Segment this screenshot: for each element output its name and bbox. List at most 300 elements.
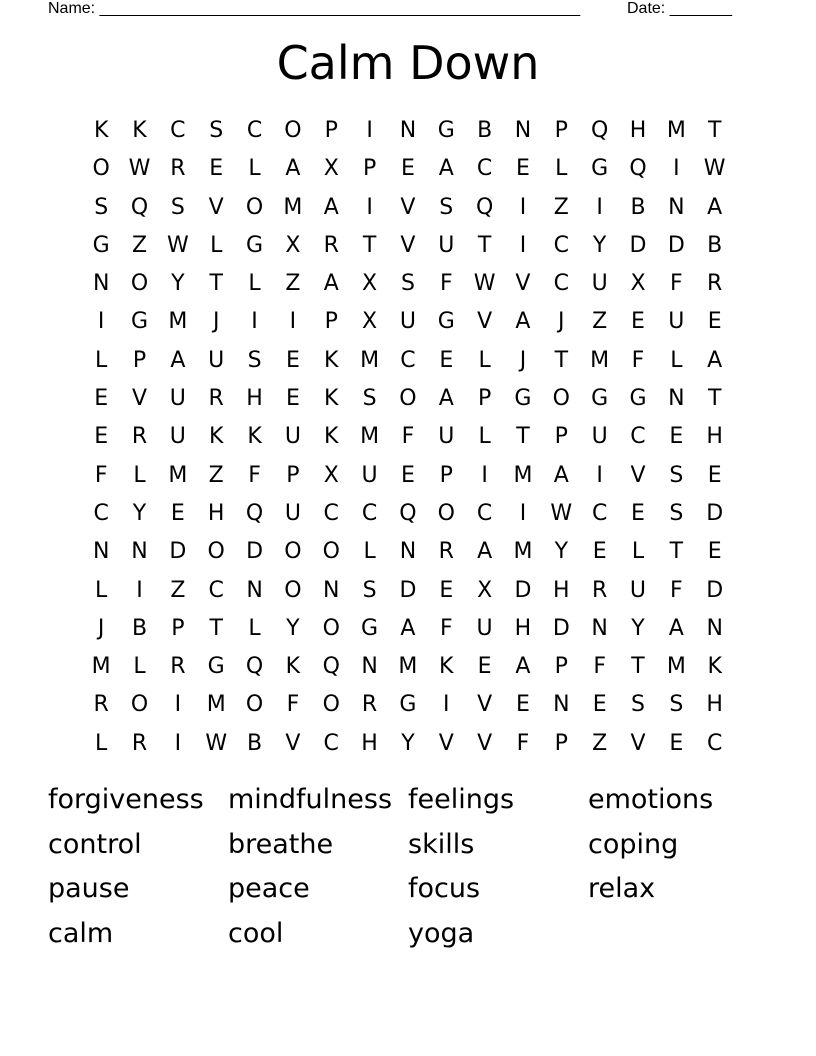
grid-letter: Q <box>322 654 340 680</box>
grid-letter: V <box>285 730 301 756</box>
grid-letter: G <box>437 118 455 143</box>
grid-letter: M <box>168 462 188 488</box>
grid-letter: A <box>515 654 531 680</box>
grid-letter: L <box>210 232 223 258</box>
grid-letter: U <box>629 577 647 603</box>
grid-letter: G <box>591 156 609 182</box>
grid-letter: H <box>361 730 378 756</box>
word-bank-item: forgiveness <box>48 784 204 815</box>
grid-letter: Q <box>399 500 417 526</box>
grid-letter: F <box>670 577 683 603</box>
grid-letter: Q <box>130 194 149 220</box>
grid-letter: H <box>246 386 263 412</box>
grid-letter: L <box>248 271 261 297</box>
grid-letter: P <box>439 462 453 488</box>
grid-letter: U <box>591 271 608 297</box>
grid-letter: V <box>400 194 416 220</box>
grid-letter: R <box>93 692 109 718</box>
grid-letter: E <box>209 156 224 182</box>
grid-letter: F <box>248 462 261 488</box>
grid-letter: M <box>168 309 188 335</box>
grid-letter: R <box>170 654 186 680</box>
grid-letter: C <box>361 500 378 526</box>
grid-letter: U <box>284 500 301 526</box>
grid-letter: Q <box>629 156 647 182</box>
grid-letter: E <box>94 424 109 450</box>
grid-letter: N <box>668 194 685 220</box>
grid-letter: L <box>363 539 376 565</box>
grid-letter: L <box>95 577 108 603</box>
grid-letter: S <box>94 194 109 220</box>
grid-letter: U <box>438 424 455 450</box>
grid-letter: P <box>554 424 568 450</box>
grid-letter: D <box>552 615 570 641</box>
grid-letter: W <box>550 500 573 526</box>
grid-letter: K <box>324 347 339 373</box>
grid-letter: L <box>133 654 146 680</box>
grid-letter: H <box>706 692 723 718</box>
grid-letter: V <box>438 730 454 756</box>
grid-letter: G <box>591 386 609 412</box>
grid-letter: C <box>208 577 224 603</box>
grid-letter: V <box>131 386 148 412</box>
grid-letter: A <box>477 539 493 565</box>
grid-letter: S <box>209 118 224 143</box>
grid-letter: Y <box>132 500 147 526</box>
grid-letter: P <box>286 462 300 488</box>
grid-letter: L <box>95 347 108 373</box>
grid-letter: H <box>553 577 570 603</box>
grid-letter: V <box>630 462 646 488</box>
grid-letter: N <box>399 539 417 565</box>
grid-letter: P <box>362 156 377 182</box>
grid-letter: P <box>554 654 568 680</box>
grid-letter: P <box>554 730 568 756</box>
grid-letter: A <box>707 194 723 220</box>
grid-letter: Y <box>631 615 645 641</box>
grid-letter: I <box>251 309 258 335</box>
grid-letter: E <box>170 500 185 526</box>
word-bank-item: mindfulness <box>228 784 393 815</box>
grid-letter: M <box>590 347 610 373</box>
grid-letter: T <box>554 347 569 373</box>
grid-letter: U <box>361 462 378 488</box>
grid-letter: P <box>324 118 338 143</box>
grid-letter: P <box>324 309 338 335</box>
grid-letter: N <box>553 692 570 718</box>
grid-letter: T <box>631 654 645 680</box>
word-bank-item: focus <box>408 873 481 904</box>
grid-letter: Z <box>553 194 569 220</box>
grid-letter: W <box>128 156 151 182</box>
grid-letter: E <box>631 309 645 335</box>
grid-letter: S <box>439 194 454 220</box>
grid-letter: P <box>132 347 147 373</box>
grid-letter: C <box>630 424 646 450</box>
grid-letter: N <box>668 386 685 412</box>
word-bank-item: feelings <box>408 784 515 815</box>
grid-letter: Y <box>592 232 607 258</box>
grid-letter: F <box>631 347 645 373</box>
grid-letter: S <box>247 347 262 373</box>
grid-letter: S <box>170 194 185 220</box>
grid-letter: O <box>245 692 264 718</box>
grid-letter: G <box>514 386 532 412</box>
grid-letter: K <box>707 654 722 680</box>
grid-letter: K <box>324 424 339 450</box>
grid-letter: O <box>245 194 264 220</box>
grid-letter: C <box>323 500 339 526</box>
grid-letter: S <box>669 692 684 718</box>
grid-letter: T <box>707 386 722 412</box>
grid-letter: G <box>246 232 264 258</box>
grid-letter: E <box>400 462 415 488</box>
grid-letter: Q <box>245 654 264 680</box>
grid-letter: D <box>706 500 724 526</box>
grid-letter: O <box>130 692 149 718</box>
word-bank-item: skills <box>408 828 475 860</box>
grid-letter: V <box>477 730 493 756</box>
grid-letter: N <box>246 577 263 603</box>
grid-letter: R <box>438 539 454 565</box>
grid-letter: E <box>631 500 645 526</box>
grid-letter: U <box>399 309 416 335</box>
grid-letter: E <box>516 692 530 718</box>
word-bank-item: breathe <box>228 828 334 860</box>
word-bank-item: yoga <box>408 917 475 949</box>
grid-letter: N <box>323 577 340 603</box>
grid-letter: G <box>92 232 110 258</box>
grid-letter: M <box>360 347 380 373</box>
grid-letter: W <box>473 271 496 297</box>
grid-letter: A <box>285 156 301 182</box>
grid-letter: F <box>670 271 683 297</box>
grid-letter: M <box>666 118 686 143</box>
grid-letter: L <box>555 156 568 182</box>
grid-letter: O <box>207 539 225 565</box>
grid-letter: I <box>596 462 603 488</box>
grid-letter: A <box>553 462 569 488</box>
grid-letter: A <box>400 615 416 641</box>
grid-letter: J <box>558 309 565 335</box>
grid-letter: U <box>169 424 186 450</box>
grid-letter: Q <box>590 118 609 143</box>
word-bank-item: calm <box>48 917 114 949</box>
grid-letter: K <box>247 424 262 450</box>
grid-letter: B <box>247 730 263 756</box>
word-bank-item: emotions <box>588 784 714 815</box>
grid-letter: L <box>478 347 491 373</box>
grid-letter: R <box>131 730 148 756</box>
grid-letter: A <box>323 194 339 220</box>
grid-letter: M <box>283 194 303 220</box>
grid-letter: O <box>284 577 302 603</box>
grid-letter: I <box>596 194 603 220</box>
grid-letter: A <box>438 386 454 412</box>
grid-letter: V <box>630 730 646 756</box>
word-bank-item: coping <box>588 828 679 860</box>
grid-letter: E <box>669 424 684 450</box>
grid-letter: G <box>207 654 225 680</box>
grid-letter: F <box>286 692 300 718</box>
grid-letter: B <box>131 615 148 641</box>
grid-letter: G <box>399 692 417 718</box>
grid-letter: F <box>401 424 415 450</box>
grid-letter: X <box>285 232 301 258</box>
grid-letter: D <box>706 577 724 603</box>
grid-letter: K <box>208 424 224 450</box>
grid-letter: O <box>552 386 570 412</box>
grid-letter: V <box>477 692 493 718</box>
grid-letter: T <box>362 232 377 258</box>
grid-letter: I <box>366 194 373 220</box>
grid-letter: K <box>324 386 339 412</box>
grid-letter: H <box>629 118 647 143</box>
grid-letter: N <box>92 271 110 297</box>
grid-letter: E <box>707 309 722 335</box>
grid-letter: N <box>92 539 110 565</box>
grid-letter: U <box>476 615 493 641</box>
grid-letter: D <box>246 539 264 565</box>
grid-letter: I <box>366 118 373 143</box>
grid-letter: N <box>361 654 378 680</box>
grid-letter: D <box>667 232 685 258</box>
grid-letter: X <box>323 462 339 488</box>
grid-letter: I <box>481 462 488 488</box>
grid-letter: N <box>399 118 417 143</box>
grid-letter: V <box>400 232 416 258</box>
grid-letter: O <box>284 118 302 143</box>
grid-letter: M <box>513 462 533 488</box>
grid-letter: A <box>170 347 186 373</box>
grid-letter: X <box>362 271 378 297</box>
grid-letter: A <box>668 615 684 641</box>
grid-letter: J <box>97 615 105 641</box>
grid-letter: A <box>323 271 339 297</box>
grid-letter: E <box>285 386 300 412</box>
grid-letter: R <box>208 386 224 412</box>
grid-letter: F <box>516 730 530 756</box>
grid-letter: L <box>248 156 261 182</box>
grid-letter: E <box>285 347 300 373</box>
grid-letter: Y <box>554 539 569 565</box>
grid-letter: Y <box>171 271 185 297</box>
grid-letter: Q <box>475 194 494 220</box>
grid-letter: D <box>399 577 417 603</box>
grid-letter: Z <box>592 309 608 335</box>
grid-letter: M <box>513 539 533 565</box>
grid-letter: K <box>439 654 454 680</box>
word-bank-item: peace <box>228 873 310 904</box>
grid-letter: E <box>592 692 607 718</box>
grid-letter: I <box>97 309 105 335</box>
grid-letter: G <box>130 309 149 335</box>
grid-letter: S <box>631 692 645 718</box>
grid-letter: O <box>92 156 110 182</box>
grid-letter: X <box>362 309 378 335</box>
grid-letter: V <box>208 194 224 220</box>
grid-letter: I <box>519 500 527 526</box>
grid-letter: Y <box>401 730 415 756</box>
grid-letter: G <box>361 615 379 641</box>
grid-letter: P <box>171 615 185 641</box>
grid-letter: L <box>95 730 108 756</box>
grid-letter: R <box>591 577 608 603</box>
grid-letter: O <box>437 500 455 526</box>
grid-letter: D <box>629 232 647 258</box>
grid-letter: I <box>443 692 450 718</box>
grid-letter: Q <box>245 500 264 526</box>
word-bank-item: control <box>48 828 142 860</box>
grid-letter: U <box>169 386 186 412</box>
grid-letter: V <box>477 309 493 335</box>
grid-letter: Z <box>170 577 186 603</box>
grid-letter: G <box>437 309 455 335</box>
grid-letter: J <box>212 309 220 335</box>
grid-letter: C <box>170 118 186 143</box>
grid-letter: E <box>707 539 722 565</box>
grid-letter: W <box>703 156 726 182</box>
grid-letter: C <box>553 232 569 258</box>
grid-letter: I <box>519 232 527 258</box>
grid-letter: C <box>93 500 109 526</box>
grid-letter: Z <box>285 271 301 297</box>
word-bank <box>48 780 768 958</box>
grid-letter: C <box>591 500 608 526</box>
grid-letter: J <box>519 347 527 373</box>
grid-letter: O <box>130 271 149 297</box>
grid-letter: I <box>673 156 680 182</box>
grid-letter: I <box>174 692 182 718</box>
page-title: Calm Down <box>276 36 540 90</box>
grid-letter: H <box>706 424 723 450</box>
grid-letter: U <box>208 347 225 373</box>
grid-letter: L <box>670 347 683 373</box>
grid-letter: X <box>477 577 493 603</box>
grid-letter: G <box>629 386 647 412</box>
grid-letter: R <box>707 271 723 297</box>
grid-letter: H <box>207 500 225 526</box>
grid-letter: L <box>133 462 146 488</box>
grid-letter: N <box>706 615 723 641</box>
grid-letter: Z <box>592 730 608 756</box>
grid-letter: U <box>438 232 455 258</box>
grid-letter: E <box>516 156 530 182</box>
grid-letter: O <box>399 386 417 412</box>
grid-letter: C <box>246 118 263 143</box>
grid-letter: B <box>477 118 493 143</box>
grid-letter: M <box>206 692 226 718</box>
word-bank-item: cool <box>228 917 284 949</box>
grid-letter: E <box>400 156 415 182</box>
grid-letter: E <box>669 730 684 756</box>
grid-letter: F <box>94 462 108 488</box>
grid-letter: S <box>400 271 415 297</box>
grid-letter: O <box>284 539 302 565</box>
grid-letter: Z <box>131 232 148 258</box>
grid-letter: C <box>476 156 493 182</box>
grid-letter: S <box>362 386 377 412</box>
grid-letter: T <box>209 615 223 641</box>
grid-letter: I <box>136 577 143 603</box>
date-field: Date: _______ <box>627 0 732 17</box>
grid-letter: C <box>706 730 723 756</box>
grid-letter: X <box>630 271 646 297</box>
grid-letter: Z <box>208 462 224 488</box>
grid-letter: T <box>516 424 530 450</box>
grid-letter: F <box>439 615 453 641</box>
grid-letter: F <box>593 654 606 680</box>
grid-letter: W <box>205 730 228 756</box>
grid-letter: E <box>477 654 492 680</box>
grid-letter: C <box>553 271 569 297</box>
grid-letter: W <box>166 232 189 258</box>
grid-letter: R <box>323 232 339 258</box>
grid-letter: E <box>94 386 109 412</box>
grid-letter: T <box>477 232 492 258</box>
grid-letter: N <box>514 118 532 143</box>
grid-letter: R <box>131 424 148 450</box>
grid-letter: Y <box>286 615 300 641</box>
grid-letter: A <box>438 156 454 182</box>
grid-letter: T <box>707 118 722 143</box>
grid-letter: K <box>285 654 301 680</box>
grid-letter: L <box>248 615 261 641</box>
grid-letter: O <box>322 615 340 641</box>
grid-letter: E <box>439 347 454 373</box>
grid-letter: P <box>554 118 568 143</box>
grid-letter: D <box>169 539 187 565</box>
grid-letter: S <box>669 500 684 526</box>
grid-letter: S <box>362 577 377 603</box>
grid-letter: R <box>361 692 378 718</box>
grid-letter: R <box>170 156 186 182</box>
word-bank-item: relax <box>588 873 656 904</box>
grid-letter: U <box>668 309 685 335</box>
grid-letter: T <box>669 539 684 565</box>
grid-letter: A <box>707 347 723 373</box>
grid-letter: P <box>477 386 492 412</box>
grid-letter: E <box>592 539 607 565</box>
grid-letter: K <box>132 118 147 143</box>
grid-letter: D <box>514 577 532 603</box>
grid-letter: I <box>519 194 527 220</box>
grid-letter: F <box>439 271 453 297</box>
grid-letter: U <box>591 424 608 450</box>
grid-letter: N <box>131 539 148 565</box>
grid-letter: E <box>439 577 454 603</box>
grid-letter: U <box>284 424 301 450</box>
grid-letter: V <box>515 271 531 297</box>
grid-letter: L <box>478 424 491 450</box>
grid-letter: N <box>591 615 608 641</box>
grid-letter: O <box>322 539 340 565</box>
grid-letter: C <box>476 500 493 526</box>
grid-letter: B <box>707 232 723 258</box>
grid-letter: O <box>322 692 340 718</box>
grid-letter: M <box>398 654 418 680</box>
grid-letter: X <box>323 156 339 182</box>
grid-letter: C <box>400 347 416 373</box>
grid-letter: E <box>707 462 722 488</box>
grid-letter: I <box>289 309 297 335</box>
grid-letter: L <box>631 539 645 565</box>
grid-letter: A <box>515 309 531 335</box>
grid-letter: S <box>669 462 684 488</box>
grid-letter: B <box>630 194 646 220</box>
grid-letter: C <box>323 730 339 756</box>
word-bank-item: pause <box>48 873 130 904</box>
